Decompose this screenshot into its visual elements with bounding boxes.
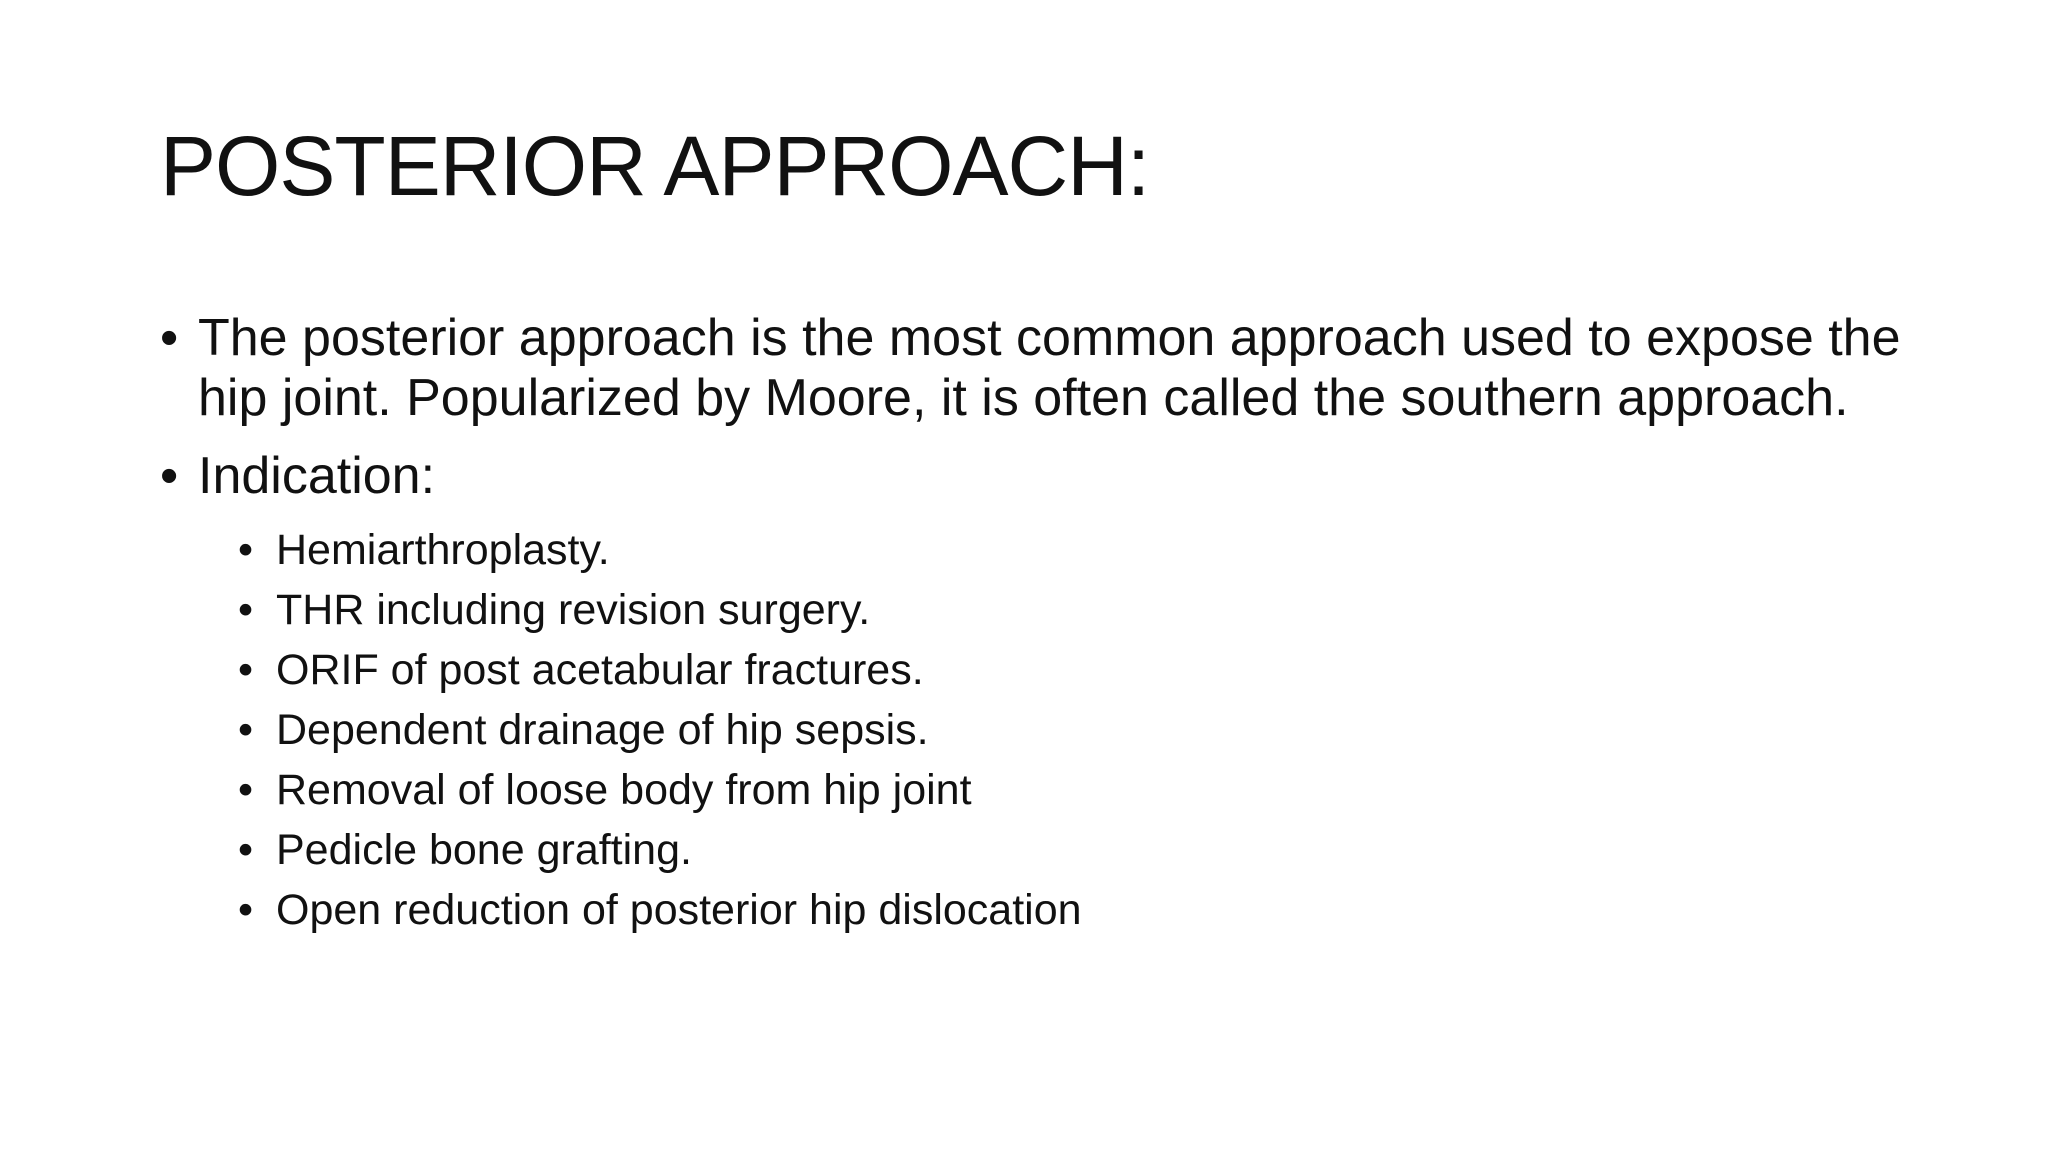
sub-bullet-dot: • [238,706,254,754]
sub-bullet-text: Dependent drainage of hip sepsis. [276,706,929,754]
sub-bullet-item [238,764,1920,816]
bullet-text: Indication: [198,447,436,505]
sub-bullet-item [238,704,1920,756]
sub-bullet-text: THR including revision surgery. [276,586,871,634]
bullet-posterior-approach-description [160,308,1920,428]
indication-sublist [160,524,1920,936]
sub-bullet-item [238,884,1920,936]
sub-bullet-item [238,584,1920,636]
sub-bullet-dot: • [238,646,254,694]
slide-title: POSTERIOR APPROACH: [160,119,1150,213]
bullet-text: The posterior approach is the most common approach used to expose the hip joint. Popularized by Moore, it is often called the southern approach. [198,309,1901,427]
sub-bullet-text: Removal of loose body from hip joint [276,766,972,814]
sub-bullet-dot: • [238,886,254,934]
sub-bullet-text: Pedicle bone grafting. [276,826,692,874]
bullet-dot: • [160,309,179,367]
sub-bullet-text: ORIF of post acetabular fractures. [276,646,924,694]
sub-bullet-item [238,644,1920,696]
sub-bullet-item [238,824,1920,876]
sub-bullet-item [238,524,1920,576]
slide-content [160,308,1920,944]
sub-bullet-dot: • [238,826,254,874]
sub-bullet-dot: • [238,526,254,574]
bullet-dot: • [160,447,179,505]
sub-bullet-dot: • [238,586,254,634]
sub-bullet-text: Open reduction of posterior hip dislocation [276,886,1082,934]
bullet-indication [160,446,1920,506]
sub-bullet-text: Hemiarthroplasty. [276,526,610,574]
sub-bullet-dot: • [238,766,254,814]
